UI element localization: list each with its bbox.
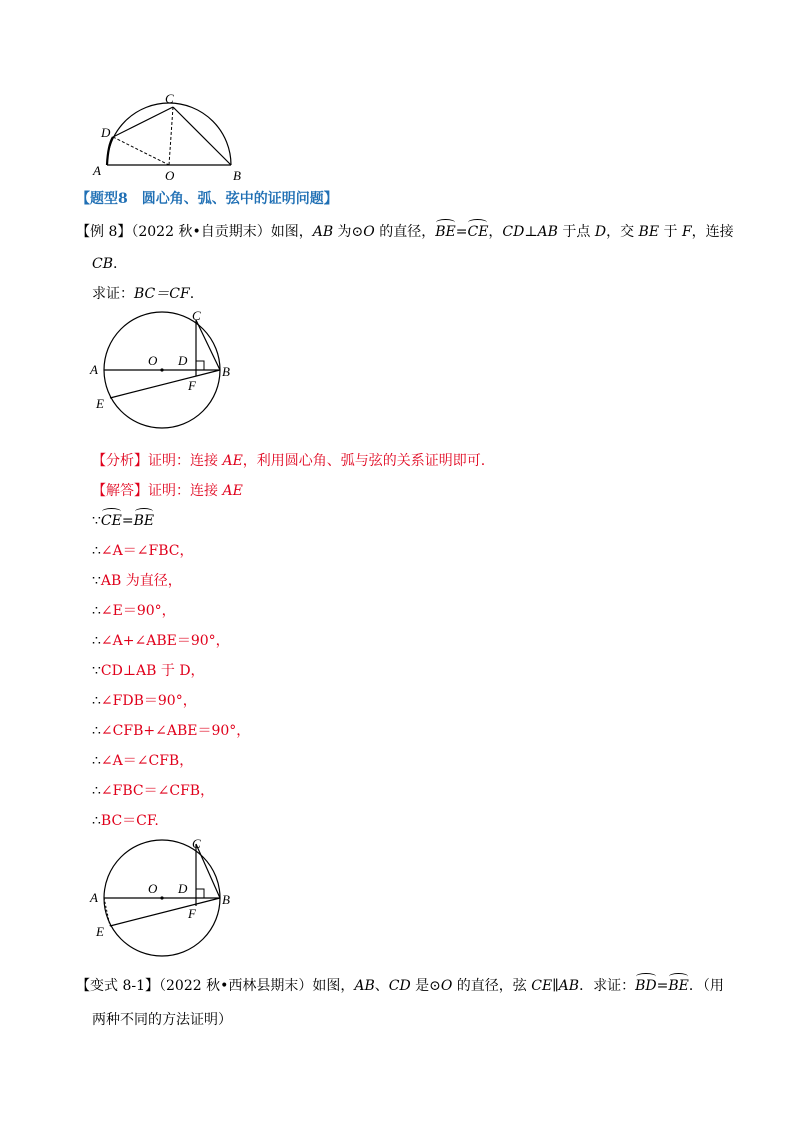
label-a: A <box>90 362 98 377</box>
step-9 <box>92 751 193 771</box>
arc-bd: BD <box>635 978 657 994</box>
circle-figure-2 <box>88 836 248 956</box>
var: D <box>594 224 607 240</box>
text: 的直径，弦 <box>452 978 532 994</box>
var: AB <box>558 978 580 994</box>
arc-be: BE <box>435 224 456 240</box>
arc-ce: CE <box>467 224 489 240</box>
symbol: ∴ <box>92 723 101 739</box>
text: ，交 <box>606 224 639 240</box>
circle-figure-1 <box>88 308 248 428</box>
text: 如图， <box>312 978 355 994</box>
text: . <box>113 256 118 272</box>
text: 于 <box>659 224 682 240</box>
symbol: ∴ <box>92 603 101 619</box>
step-body: ∠A+∠ABE＝90°， <box>100 633 230 649</box>
label-b: B <box>222 892 230 907</box>
var: CE <box>531 978 553 994</box>
label-b: B <box>222 364 230 379</box>
step-10 <box>92 781 214 801</box>
step-11 <box>92 811 159 831</box>
label-c: C <box>192 836 201 851</box>
var: CD <box>388 978 411 994</box>
label-d: D <box>178 353 188 368</box>
text: = <box>455 224 468 240</box>
step-body: ∠CFB+∠ABE＝90°， <box>100 723 251 739</box>
step-body: AB 为直径， <box>100 573 182 589</box>
step-body: CD⊥AB 于 D， <box>100 663 205 679</box>
label-o: O <box>165 168 175 183</box>
answer-tag: 【解答】 <box>92 483 148 499</box>
text: 、 <box>374 978 389 994</box>
text: 求证： <box>92 286 134 302</box>
step-3 <box>92 571 182 591</box>
label-b: B <box>233 168 241 183</box>
label-f: F <box>188 378 196 393</box>
variant-source: （2022 秋•西林县期末） <box>159 978 313 994</box>
text: . <box>189 286 195 302</box>
because-symbol: ∵ <box>92 513 101 529</box>
variant-line-2: 两种不同的方法证明） <box>92 1012 232 1028</box>
var: AB <box>312 224 334 240</box>
var: F <box>681 224 692 240</box>
example-line-1 <box>76 222 734 242</box>
var: AB <box>354 978 375 994</box>
step-5 <box>92 631 230 651</box>
label-e: E <box>96 396 104 411</box>
step-1 <box>92 511 154 531</box>
symbol: ∴ <box>92 633 101 649</box>
text: ，利用圆心角、弧与弦的关系证明即可. <box>242 453 486 469</box>
step-6 <box>92 661 205 681</box>
variant-line-1 <box>76 976 724 996</box>
step-4 <box>92 601 176 621</box>
label-a: A <box>90 890 98 905</box>
step-8 <box>92 721 250 741</box>
analysis-tag: 【分析】 <box>92 453 148 469</box>
label-e: E <box>96 924 104 939</box>
analysis-line <box>92 451 485 471</box>
label-o: O <box>148 881 158 896</box>
example-tag: 【例 8】 <box>76 224 132 240</box>
text: ．（用 <box>688 978 724 994</box>
step-body: ∠FDB＝90°， <box>100 693 197 709</box>
text: 于点 <box>557 224 595 240</box>
answer-line <box>92 481 243 501</box>
var: AE <box>222 453 243 469</box>
text: ∥ <box>552 978 559 994</box>
example-line-2 <box>92 254 117 274</box>
label-d: D <box>101 125 111 140</box>
arc-be: BE <box>668 978 689 994</box>
label-c: C <box>192 308 201 323</box>
example-source: （2022 秋•自贡期末） <box>131 224 271 240</box>
semicircle-figure <box>85 85 245 185</box>
symbol: ∴ <box>92 813 101 829</box>
text: ．求证： <box>579 978 636 994</box>
text: = <box>121 513 134 529</box>
step-body: ∠E＝90°， <box>100 603 176 619</box>
symbol: ∴ <box>92 783 101 799</box>
text: 证明：连接 <box>148 453 223 469</box>
var: CB <box>92 256 113 272</box>
arc-ce: CE <box>100 513 122 529</box>
step-body: ∠A＝∠CFB， <box>100 753 194 769</box>
label-a: A <box>93 163 101 178</box>
var: BC＝CF <box>134 286 190 302</box>
variant-tag: 【变式 8-1】 <box>76 978 159 994</box>
step-body: BC＝CF. <box>100 813 159 829</box>
var: AB <box>537 224 558 240</box>
section-title: 【题型8 圆心角、弧、弦中的证明问题】 <box>76 191 338 207</box>
label-c: C <box>165 91 174 106</box>
symbol: ∴ <box>92 753 101 769</box>
label-o: O <box>148 353 158 368</box>
symbol: ∴ <box>92 693 101 709</box>
text: ，连接 <box>691 224 734 240</box>
var: O <box>363 224 375 240</box>
var: BE <box>638 224 660 240</box>
text: 的直径， <box>374 224 436 240</box>
text: 为⊙ <box>333 224 364 240</box>
prove-line <box>92 284 194 304</box>
label-f: F <box>188 906 196 921</box>
text: = <box>656 978 669 994</box>
text: ⊥ <box>524 224 538 240</box>
symbol: ∵ <box>92 573 101 589</box>
text: 是⊙ <box>410 978 441 994</box>
text: 如图， <box>270 224 313 240</box>
step-7 <box>92 691 197 711</box>
symbol: ∵ <box>92 663 101 679</box>
var: CD <box>502 224 525 240</box>
step-2 <box>92 541 193 561</box>
step-body: ∠FBC＝∠CFB， <box>100 783 215 799</box>
var: O <box>440 978 453 994</box>
arc-be: BE <box>133 513 155 529</box>
text: 证明：连接 <box>148 483 223 499</box>
var: AE <box>222 483 243 499</box>
label-d: D <box>178 881 188 896</box>
symbol: ∴ <box>92 543 101 559</box>
step-body: ∠A＝∠FBC， <box>100 543 194 559</box>
text: ， <box>488 224 503 240</box>
